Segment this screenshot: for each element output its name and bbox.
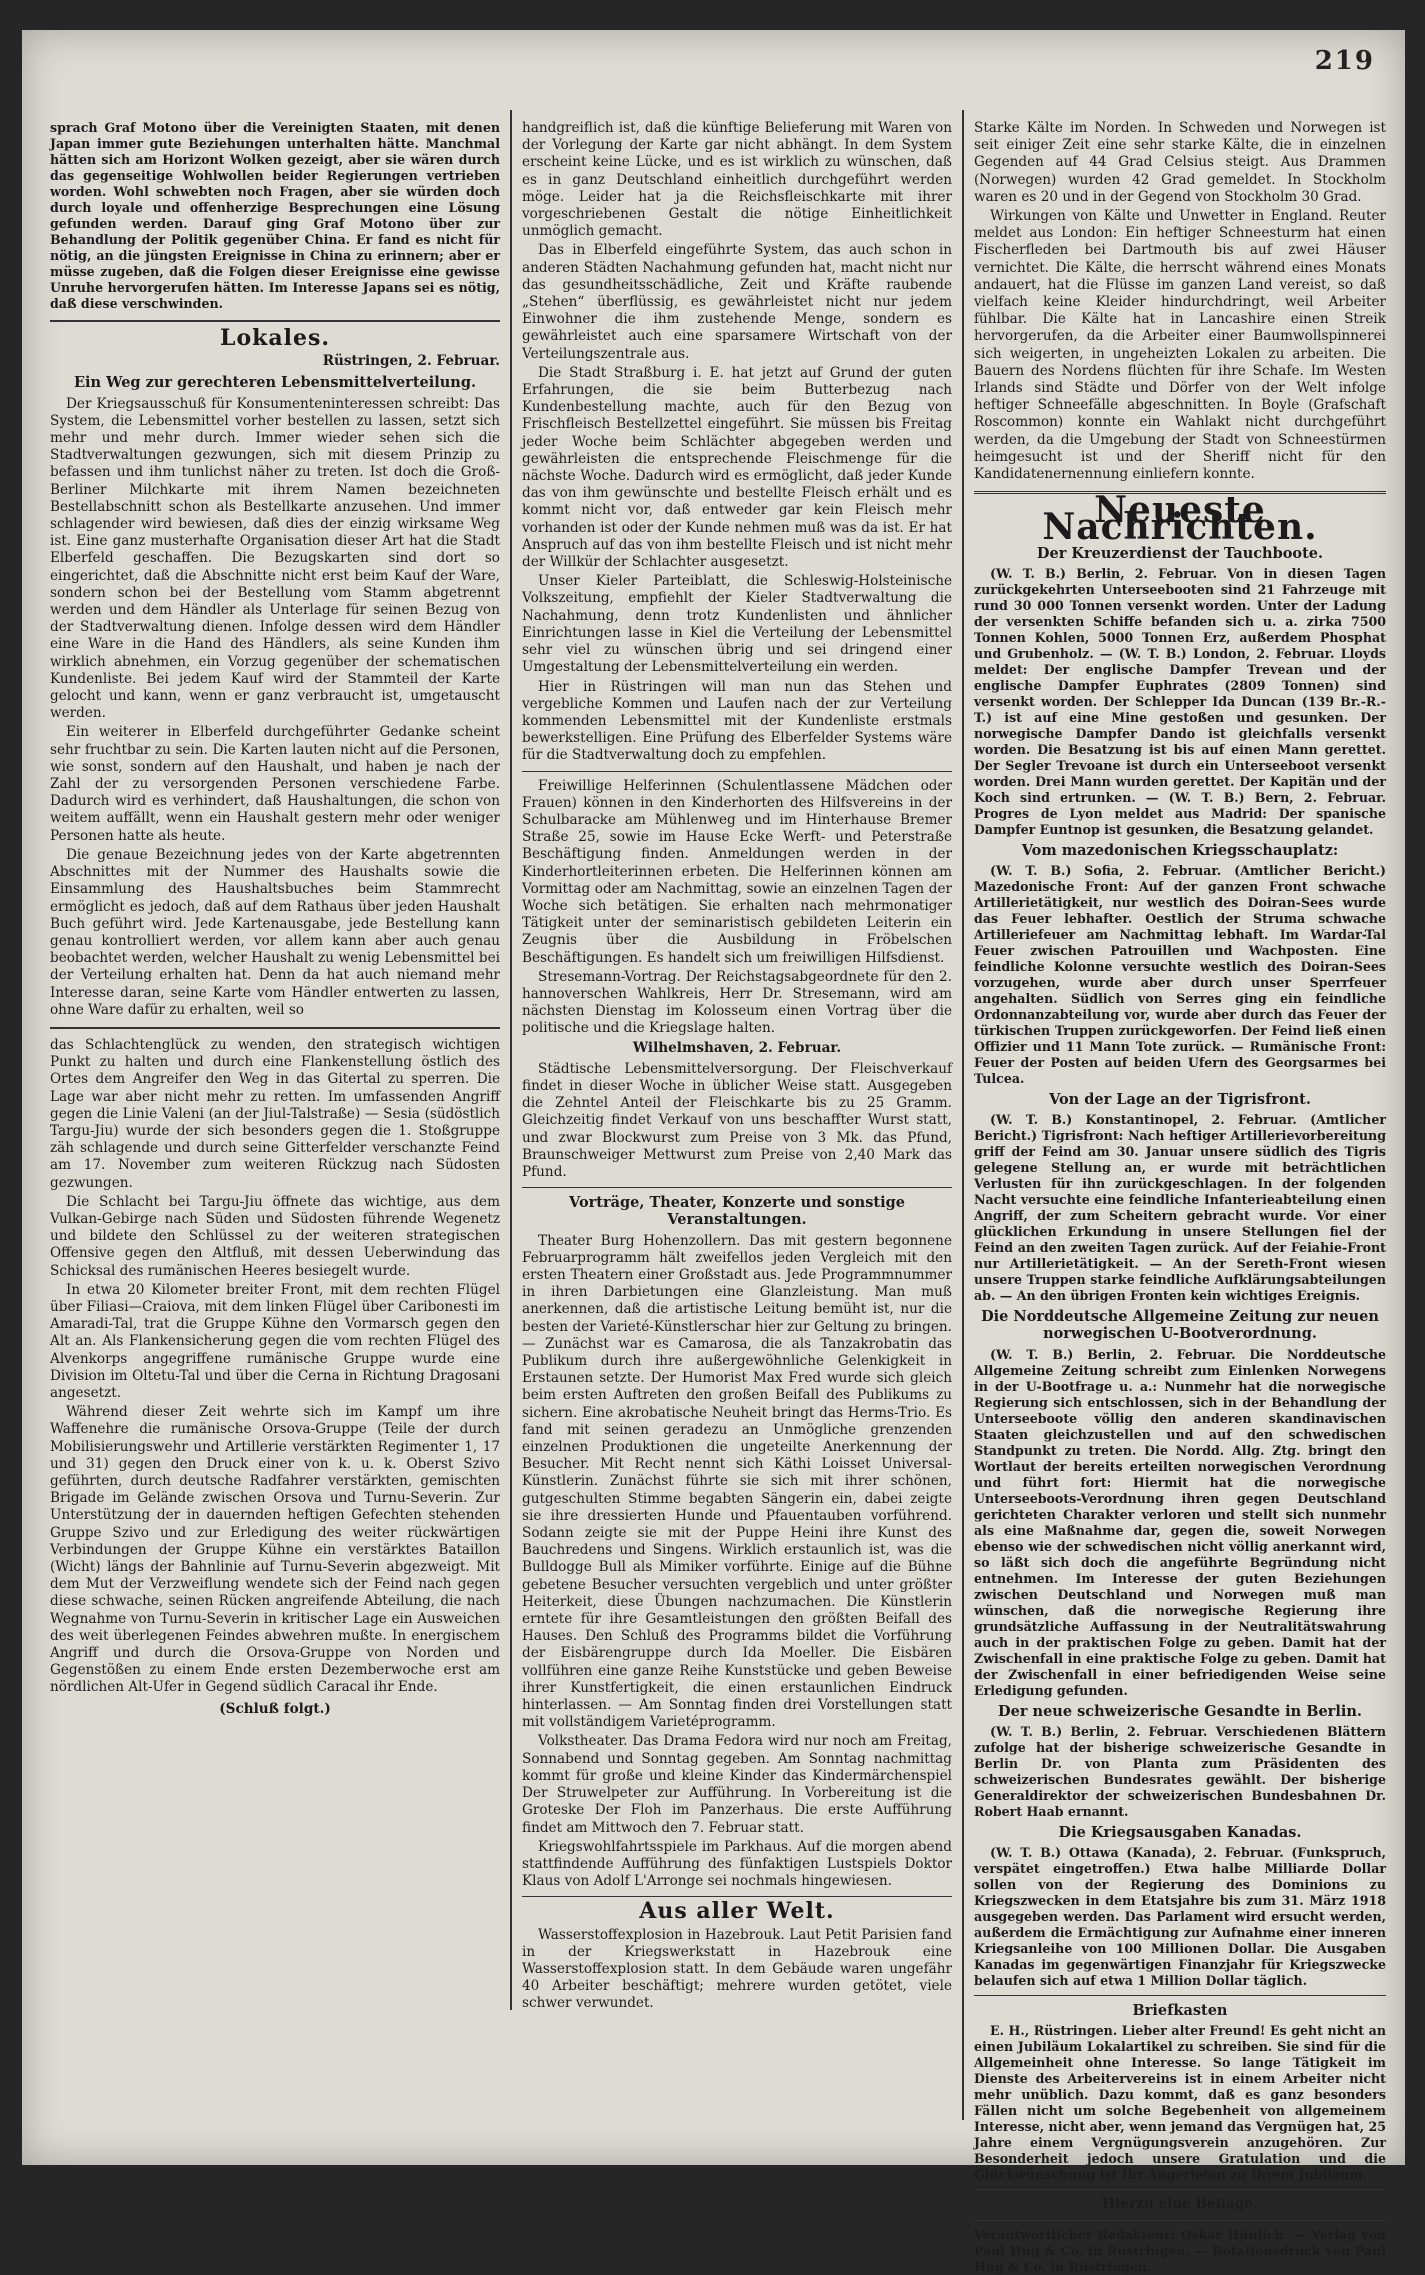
lebensmittel-heading: Ein Weg zur gerechteren Lebensmittelverteilung. (73, 374, 477, 392)
column-1 (50, 120, 500, 2040)
front-paragraph: Während dieser Zeit wehrte sich im Kampf um ihre Waffenehre die rumänische Orsova-Gruppe (Teile der durch Mobilisierungswehr und Artillerie verstärkten Regimenter 1, 17 und 31) gegen den Druck einer von k. u. k. Oberst Szivo geführten, durch deutsche Radfahrer verstärkten, gemischten Brigade im Gelände zwischen Orsova und Turnu-Severin. Zur Unterstützung der in dauernden heftigen Gefechten stehenden Gruppe Szivo und zur Erledigung des weiter rückwärtigen Verbindungen der Gruppe Kühne ein verstärktes Bataillon (Wicht) längs der Bahnlinie auf Turnu-Severin abgezweigt. Mit dem Mut der Verzweiflung wendete sich der Feind nach gegen diese schwache, seinen Rücken angreifende Abteilung, die nach Wegnahme von Turnu-Severin in kritischer Lage ein Ausweichen des weit überlegenen Feindes abwehren mußte. In energischem Angriff und durch die Orsova-Gruppe von Norden und Gegenstößen zu einem Ende ersten Dezemberwoche erst am nördlichen Alt-Ufer in Gegend südlich Caracal ihr Ende. (50, 1404, 500, 1696)
column-3 (974, 120, 1386, 2274)
volkstheater-notice: Volkstheater. Das Drama Fedora wird nur noch am Freitag, Sonnabend und Sonntag gegeben. Am Sonntag nachmittag kommt für große und kleine Kinder das Kindermärchenspiel Der Struwelpeter zur Aufführung. In Vorbereitung ist die Groteske Der Floh im Panzerhaus. Die erste Aufführung findet am Mittwoch den 7. Februar statt. (522, 1733, 952, 1836)
england-article: Wirkungen von Kälte und Unwetter in England. Reuter meldet aus London: Ein heftiger Schneesturm hat einen Fischerfleden bei Dartmouth bis auf zwei Häuser vernichtet. Die Kälte, die herrscht während eines Monats andauert, hat die Flüsse im ganzen Land vereist, so daß vielfach keine Kleider hindurchdringt, weil Arbeiter fühlbar. Die Kälte hat in Lancashire einen Streik hervorgerufen, da die Arbeiter einer Baumwollspinnerei sich weigerten, in ungeheizten Lokalen zu arbeiten. Die Bauern des Nordens flüchten für ihre Schafe. Im Westen Irlands sind Städte und Dörfer von der Welt infolge heftiger Schneefälle abgeschnitten. In Boyle (Grafschaft Roscommon) konnte ein Wahlakt nicht durchgeführt werden, da die Umgebung der Stadt von Schneestürmen heimgesucht ist und der Sheriff nicht für den Kandidatenernennung einliefern konnte. (974, 208, 1386, 483)
briefkasten-text: E. H., Rüstringen. Lieber alter Freund! Es geht nicht an einen Jubiläum Lokalartikel zu schreiben. Sie sind für die Allgemeinheit ohne Interesse. So lange Tätigkeit im Dienste des Arbeitervereins ist in einem Arbeiter nicht mehr unüblich. Dazu kommt, daß es ganz besonders Fällen nicht um solche Begebenheit von allgemeinem Interesse, nicht aber, wenn jemand das Vergnügen hat, 25 Jahre einem Vergnügungsverein anzugehören. Zur Besonderheit jedoch unsere Gratulation und die Glückwünschung ist Ihr Angerieten zu Ihrem Jubiläum. (974, 2023, 1386, 2183)
beilage-note: Hierzu eine Beilage. (1102, 2196, 1258, 2213)
column-2 (522, 120, 952, 2120)
briefkasten-heading: Briefkasten (1132, 2002, 1228, 2020)
divider (522, 771, 952, 772)
divider (522, 1896, 952, 1897)
column-rule-right (962, 110, 964, 2120)
lokales-paragraph: Ein weiterer in Elberfeld durchgeführter Gedanke scheint sehr fruchtbar zu sein. Die Karten lauten nicht auf die Personen, wie sonst, sondern auf den Haushalt, und haben je nach der Zahl der zu versorgenden Personen verschiedene Farbe. Dadurch wird es verhindert, daß Haushaltungen, die schon von weitem auffällt, wenn ein Haushalt gestern mehr oder weniger Personen hatte als heute. (50, 724, 500, 844)
neueste-nachrichten-heading: Neueste Nachrichten. (1042, 489, 1318, 549)
schweiz-heading: Der neue schweizerische Gesandte in Berlin. (998, 1702, 1362, 1720)
lokales-continued: Unser Kieler Parteiblatt, die Schleswig-Holsteinische Volkszeitung, empfiehlt der Kieler Stadtverwaltung die Nachahmung, denn trotz Kundenlisten und ähnlicher Einrichtungen lasse in Kiel die Verteilung der Lebensmittel sehr viel zu wünschen übrig und sei dringend einer Umgestaltung der Lebensmittelverteilung ein werden. (522, 573, 952, 676)
norddeutsche-heading: Die Norddeutsche Allgemeine Zeitung zur neuen norwegischen U-Bootverordnung. (981, 1308, 1379, 1343)
column-rule-left (510, 110, 512, 2010)
front-paragraph: Die Schlacht bei Targu-Jiu öffnete das wichtige, aus dem Vulkan-Gebirge nach Süden und Südosten führende Wegenetz und bildete den Schlüssel zu der weiteren strategischen Offensive gegen den Altfluß, mit dessen Ueberwindung das Schicksal des rumänischen Heeres besiegelt wurde. (50, 1193, 500, 1279)
lokales-heading: Lokales. (219, 325, 331, 351)
kreuzer-article: (W. T. B.) Berlin, 2. Februar. Von in diesen Tagen zurückgekehrten Unterseebooten sind 21 Fahrzeuge mit rund 30 000 Tonnen versenkt worden. Unter der Ladung der versenkten Schiffe befanden sich u. a. zirka 7500 Tonnen Kohlen, 5000 Tonnen Erz, außerdem Phosphat und Grubenholz. — (W. T. B.) London, 2. Februar. Lloyds meldet: Der englische Dampfer Trevean und der englische Dampfer Euphrates (2809 Tonnen) sind versenkt worden. Der Schlepper Ida Duncan (139 Br.-R.-T.) ist auf eine Mine gestoßen und gesunken. Der norwegische Dampfer Dando ist gleichfalls versenkt worden. Die Besatzung ist bis auf einen Mann gerettet. Der Segler Trevoane ist durch ein Unterseeboot versenkt worden. Drei Mann wurden gerettet. Der Kapitän und der Koch sind ertrunken. — (W. T. B.) Bern, 2. Februar. Progres de Lyon meldet aus Madrid: Der spanische Dampfer Euntnop ist gesunken, die Besatzung gelandet. (974, 565, 1386, 837)
divider (974, 2220, 1386, 2221)
kaelte-article: Starke Kälte im Norden. In Schweden und Norwegen ist seit einiger Zeit eine sehr starke Kälte, die in einzelnen Gegenden auf 44 Grad Celsius steigt. Aus Drammen (Norwegen) wurden 42 Grad gemeldet. In Stockholm waren es 20 und in der Gegend von Stockholm 30 Grad. (974, 120, 1386, 205)
parkhaus-notice: Kriegswohlfahrtsspiele im Parkhaus. Auf die morgen abend stattfindende Aufführung des fünfaktigen Lustspiels Doktor Klaus von Adolf L'Arronge sei nochmals hingewiesen. (522, 1838, 952, 1890)
continuation-note: (Schluß folgt.) (219, 1700, 331, 1717)
tigris-article: (W. T. B.) Konstantinopel, 2. Februar. (Amtlicher Bericht.) Tigrisfront: Nach heftiger Artillerievorbereitung griff der Feind am 30. Januar unsere südlich des Tigris gelegene Stellung an, er wurde mit beträchtlichen Verlusten für ihn zurückgeschlagen. In der folgenden Nacht versuchte eine feindliche Infanterieabteilung einen Angriff, der zum Scheitern gebracht wurde. Vor einer glücklichen Erkundung in unsere Stellungen fiel der Feind an den zweiten Tagen zurück. Auf der Feiahie-Front nur Artillerietätigkeit. — An der Sereth-Front wiesen unsere Truppen starke feindliche Aufklärungsabteilungen ab. — An den übrigen Fronten kein wichtiges Ereignis. (974, 1112, 1386, 1304)
tigris-heading: Von der Lage an der Tigrisfront. (1049, 1091, 1311, 1109)
stresemann-notice: Stresemann-Vortrag. Der Reichstagsabgeordnete für den 2. hannoverschen Wahlkreis, Herr Dr. Stresemann, wird am nächsten Dienstag im Kolosseum einen Vortrag über die politische und die Kriegslage halten. (522, 968, 952, 1037)
mazedonisch-article: (W. T. B.) Sofia, 2. Februar. (Amtlicher Bericht.) Mazedonische Front: Auf der ganzen Front schwache Artillerietätigkeit, nur westlich des Doiran-Sees wurde das Feuer lebhafter. Oestlich der Struma schwache Artilleriefeuer am Nachmittag lebhaft. Im Wardar-Tal Feuer zwischen Patrouillen und Wachposten. Eine feindliche Kolonne versuchte westlich des Doiran-Sees vorzugehen, wurde aber durch unser Sperrfeuer angehalten. Südlich von Serres ging ein feindliche Ordonnanzabteilung vor, wurde aber durch das Feuer der türkischen Truppen zurückgeworfen. Der Feind ließ einen Offizier und 11 Mann Tote zurück. — Rumänische Front: Feuer der Posten auf beiden Ufern des Georgsarmes bei Tulcea. (974, 863, 1386, 1087)
divider (50, 320, 500, 322)
imprint: Verantwortlicher Redakteur: Oskar Hünlich. — Verlag von Paul Hug & Co. in Rüstringen. — Rotationsdruck von Paul Hug & Co. in Rüstringen. (974, 2226, 1386, 2274)
page-number: 219 (1314, 46, 1375, 76)
front-paragraph: das Schlachtenglück zu wenden, den strategisch wichtigen Punkt zu halten und durch eine Flankenstellung östlich des Ortes dem Angreifer den Weg in das Gitertal zu sperren. Die Lage war aber nicht mehr zu retten. Im umfassenden Angriff gegen die Linie Valeni (an der Jiul-Talstraße) — Sesia (südöstlich Targu-Jiu) wurde der sich besonders gegen die 1. Stoßgruppe zäh schlagende und durch seine Gitterfelder verschanzte Feind am 17. November zum weiteren Rückzug nach Südosten gezwungen. (50, 1036, 500, 1191)
norddeutsche-article: (W. T. B.) Berlin, 2. Februar. Die Norddeutsche Allgemeine Zeitung schreibt zum Einlenken Norwegens in der U-Bootfrage u. a.: Nunmehr hat die norwegische Regierung sich entschlossen, sich in der Behandlung der Unterseeboote völlig den anderen skandinavischen Staaten gleichzustellen und auf den schwedischen Standpunkt zu treten. Die Nordd. Allg. Ztg. bringt den Wortlaut der bereits erteilten norwegischen Verordnung und führt fort: Hiermit hat die norwegische Unterseeboots-Verordnung ihren gegen Deutschland gerichteten Charakter verloren und stellt sich nunmehr als eine Maßnahme dar, gegen die, soweit Norwegen ebenso wie der schwedischen nicht völlig anerkannt wird, so läßt sich doch die angeführte Begründung nicht entnehmen. Im Interesse der guten Beziehungen zwischen Deutschland und Norwegen muß man wünschen, daß die norwegische Regierung ihre grundsätzliche Auffassung in der Neutralitätswahrung auch in der praktischen Folge zu geben. Damit hat der Zwischenfall in eine praktische Folge zu geben. Damit hat der Zwischenfall in einer befriedigenden Weise seine Erledigung gefunden. (974, 1346, 1386, 1698)
divider (974, 1995, 1386, 1996)
kanada-heading: Die Kriegsausgaben Kanadas. (1058, 1823, 1302, 1841)
lokales-continued: Hier in Rüstringen will man nun das Stehen und vergebliche Kommen und Laufen nach der zur Verteilung kommenden Lebensmittel mit der Kundenliste erstmals bewerkstelligen. Eine Prüfung des Elberfelder Systems wäre für die Stadtverwaltung doch zu empfehlen. (522, 678, 952, 764)
front-paragraph: In etwa 20 Kilometer breiter Front, mit dem rechten Flügel über Filiasi—Craiova, mit dem linken Flügel über Caribonesti im Amaradi-Tal, trat die Gruppe Kühne den Vormarsch gegen den Alt an. Als Flankensicherung gegen die vom rechten Flügel des Alvenkorps angegriffene rumänische Gruppe wurde eine Division im Oltetu-Tal und über die Cerna in Richtung Dragosani angesetzt. (50, 1281, 500, 1401)
kreuzer-heading: Der Kreuzerdienst der Tauchboote. (1036, 544, 1324, 562)
aus-aller-welt-heading: Aus aller Welt. (639, 1898, 835, 1925)
theater-review: Theater Burg Hohenzollern. Das mit gestern begonnene Februarprogramm hält zweifellos jeden Vergleich mit den ersten Theatern einer Großstadt aus. Jede Programmnummer in ihren Darbietungen eine Glanzleistung. Man muß anerkennen, daß die artistische Leitung bemüht ist, nur die besten der Varieté-Künstlerschar hier zur Geltung zu bringen. — Zunächst war es Camarosa, die als Tanzakrobatin das Publikum durch ihre außergewöhnliche Gelenkigkeit in Erstaunen setzte. Der Humorist Max Fred wurde sich gleich beim ersten Auftreten den großen Beifall des Publikums zu sichern. Eine akrobatische Neuheit bringt das Herms-Trio. Es fand mit seinen geradezu an Unmögliche grenzenden einzelnen Produktionen die ungeteilte Anerkennung der Besucher. Mit Recht nennt sich Käthi Loisset Universal-Künstlerin. Zunächst führte sie sich mit ihrer schönen, gutgeschulten Stimme begabten Sängerin ein, dabei zeigte sie ihre dressierten Hunde und Pfauentauben vorführend. Sodann zeigte sie mit der Puppe Heini ihre Kunst des Bauchredens und Singens. Wirklich erstaunlich ist, was die Bulldogge Bull als Mimiker vorführte. Einige auf die Bühne gebetene Besucher versuchten vergeblich und unter größter Heiterkeit, diese Übungen nachzumachen. Die Künstlerin erntete für ihre Gesamtleistungen den größten Beifall des Hauses. Den Schluß des Programms bildet die Vorführung der Eisbärengruppe durch Ida Moeller. Die Eisbären vollführen eine ganze Reihe Kunststücke und geben Beweise ihrer Kunstfertigkeit, die einen erstaunlichen Eindruck hinterlassen. — Am Sonntag finden drei Vorstellungen statt mit vollständigem Varietéprogramm. (522, 1232, 952, 1731)
wilhelmshaven-notice: Städtische Lebensmittelversorgung. Der Fleischverkauf findet in dieser Woche in üblicher Weise statt. Ausgegeben die Zehntel Anteil der Fleischkarte bis zu 25 Gramm. Gleichzeitig findet Verkauf von uns beschaffter Wurst statt, und zwar Blockwurst zum Preise von 3 Mk. das Pfund, Braunschweiger Mettwurst zum Preise von 2,40 Mark das Pfund. (522, 1060, 952, 1180)
lokales-continued: handgreiflich ist, daß die künftige Belieferung mit Waren von der Vorlegung der Karte gar nicht abhängt. In dem System erscheint keine Lücke, und es ist wirklich zu wünschen, daß es in ganz Deutschland einheitlich durchgeführt werden möge. Leider hat ja die Reichsfleischkarte mit ihrer vorgeschriebenen Gestalt die nötige Einheitlichkeit unmöglich gemacht. (522, 120, 952, 240)
lokales-paragraph: Die genaue Bezeichnung jedes von der Karte abgetrennten Abschnittes mit der Nummer des Haushalts sowie die Einsammlung des Haushaltsbuches beim Stammrecht ermöglicht es jedoch, daß auf dem Rathaus über jeden Haushalt Buch geführt wird. Jede Kartenausgabe, jede Bestellung kann genau kontrolliert werden, vor allem kann aber auch genau beobachtet werden, welcher Haushalt zu wenig Lebensmittel bei der Verteilung erhalten hat. Denn da hat auch niemand mehr Interesse daran, seine Karte vom Händler entwerten zu lassen, ohne Ware dafür zu erhalten, weil so (50, 846, 500, 1018)
helferinnen-notice: Freiwillige Helferinnen (Schulentlassene Mädchen oder Frauen) können in den Kinderhorten des Hilfsvereins in der Schulbaracke am Mühlenweg und im Hinterhause Bremer Straße 25, sowie im Hause Ecke Werft- und Peterstraße Beschäftigung finden. Anmeldungen werden in der Kinderhortleiterinnen erbeten. Die Helferinnen können am Vormittag oder am Nachmittag, sowie an einzelnen Tagen der Woche sich betätigen. Sie erhalten nach mehrmonatiger Tätigkeit unter der seminaristisch gebildeten Leiterin ein Zeugnis über die Ausbildung in Fröbelschen Beschäftigungen. Es handelt sich um freiwilligen Hilfsdienst. (522, 777, 952, 966)
lokales-continued: Die Stadt Straßburg i. E. hat jetzt auf Grund der guten Erfahrungen, die sie beim Butterbezug nach Kundenbestellung machte, auch für den Bezug von Frischfleisch Bestellzettel eingeführt. Sie müssen bis Freitag jeder Woche beim Schlächter abgegeben werden und gewährleisten die entsprechende Fleischmenge für die nächste Woche. Dadurch wird es ermöglicht, daß jeder Kunde das von ihm gewünschte und bestellte Fleisch erhält und es kommt nicht vor, daß entweder gar kein Fleisch mehr vorhanden ist oder der Kunde nehmen muß was da ist. Er hat Anspruch auf das von ihm bestellte Fleisch und ist nicht mehr der Willkür der Schlachter ausgesetzt. (522, 364, 952, 571)
japan-article-end: sprach Graf Motono über die Vereinigten Staaten, mit denen Japan immer gute Beziehungen unterhalten hätte. Manchmal hätten sich am Horizont Wolken gezeigt, aber sie wären durch das gegenseitige Wohlwollen beider Regierungen vertrieben worden. Wohl schwebten noch Fragen, aber sie würden doch durch loyale und offenherzige Besprechungen eine Lösung gefunden werden. Darauf ging Graf Motono über zur Behandlung der Politik gegenüber China. Er fand es nicht für nötig, an die jüngsten Ereignisse in China zu erinnern; aber er müsse zugeben, daß die Folgen dieser Ereignisse eine gewisse Unruhe hervorgerufen hätten. Im Interesse Japans sei es nötig, daß diese verschwinden. (50, 120, 500, 311)
vortraege-heading: Vorträge, Theater, Konzerte und sonstige Veranstaltungen. (569, 1194, 905, 1229)
welt-article: Wasserstoffexplosion in Hazebrouk. Laut Petit Parisien fand in der Kriegswerkstatt in Hazebrouk eine Wasserstoffexplosion statt. In dem Gebäude waren ungefähr 40 Arbeiter beschäftigt; mehrere wurden getötet, viele schwer verwundet. (522, 1926, 952, 2012)
wilhelmshaven-dateline: Wilhelmshaven, 2. Februar. (632, 1039, 842, 1056)
lokales-paragraph: Der Kriegsausschuß für Konsumenteninteressen schreibt: Das System, die Lebensmittel vorher bestellen zu lassen, setzt sich mehr und mehr durch. Immer wieder sehen sich die Stadtverwaltungen gezwungen, sich mit diesem Prinzip zu befassen und ihm tunlichst näher zu treten. Ist doch die Groß-Berliner Milchkarte mit ihrem Namen bezeichneten Bestellabschnitt schon als Bestellkarte anzusehen. Und immer schlagender wird bewiesen, daß dies der einzig wirksame Weg ist. Eine ganz musterhafte Organisation dieser Art hat die Stadt Elberfeld geschaffen. Die Bezugskarten sind dort so eingerichtet, daß die Abschnitte nicht erst beim Kauf der Ware, sondern schon bei der Bestellung vom Stamm abgetrennt werden und dem Händler als Unterlage für seinen Bezug von der Stadtverwaltung dienen. Infolge dessen wird dem Händler eine Ware in die Hand des Händlers, als seine Kunden ihm wirklich abnehmen, ein Vorzug gegenüber der schematischen Kundenliste. Bei jedem Kauf wird der Stammteil der Karte gelocht und kann, wenn er ganz verbraucht ist, umgetauscht werden. (50, 395, 500, 722)
kanada-article: (W. T. B.) Ottawa (Kanada), 2. Februar. (Funkspruch, verspätet eingetroffen.) Etwa halbe Milliarde Dollar sollen von der Regierung des Dominions zu Kriegszwecken in dem Etatsjahre bis zum 31. März 1918 ausgegeben werden. Das Parlament wird ersucht werden, außerdem die Ermächtigung zur Aufnahme einer inneren Kriegsanleihe von 100 Millionen Dollar. Die Ausgaben Kanadas im gegenwärtigen Finanzjahr für Kriegszwecke belaufen sich auf etwa 1 Million Dollar täglich. (974, 1845, 1386, 1989)
mazedonisch-heading: Vom mazedonischen Kriegsschauplatz: (1021, 841, 1339, 859)
lokales-continued: Das in Elberfeld eingeführte System, das auch schon in anderen Städten Nachahmung gefunden hat, macht nicht nur das gesundheitsschädliche, Zeit und Kräfte raubende „Stehen“ überflüssig, es gewährleistet nicht nur jedem Einwohner die ihm zustehende Menge, sondern es gewährleistet auch eine sparsamere Wirtschaft von der Verteilungszentrale aus. (522, 242, 952, 362)
newspaper-page (22, 30, 1405, 2274)
schweiz-article: (W. T. B.) Berlin, 2. Februar. Verschiedenen Blättern zufolge hat der bisherige schweizerische Gesandte in Berlin Dr. von Planta zum Präsidenten des schweizerischen Bundesrates gewählt. Der bisherige Generaldirektor der schweizerischen Bundesbahnen Dr. Robert Haab ernannt. (974, 1723, 1386, 1819)
divider (50, 1027, 500, 1029)
lokales-dateline: Rüstringen, 2. Februar. (322, 353, 500, 370)
divider (974, 2189, 1386, 2190)
divider (522, 1187, 952, 1188)
